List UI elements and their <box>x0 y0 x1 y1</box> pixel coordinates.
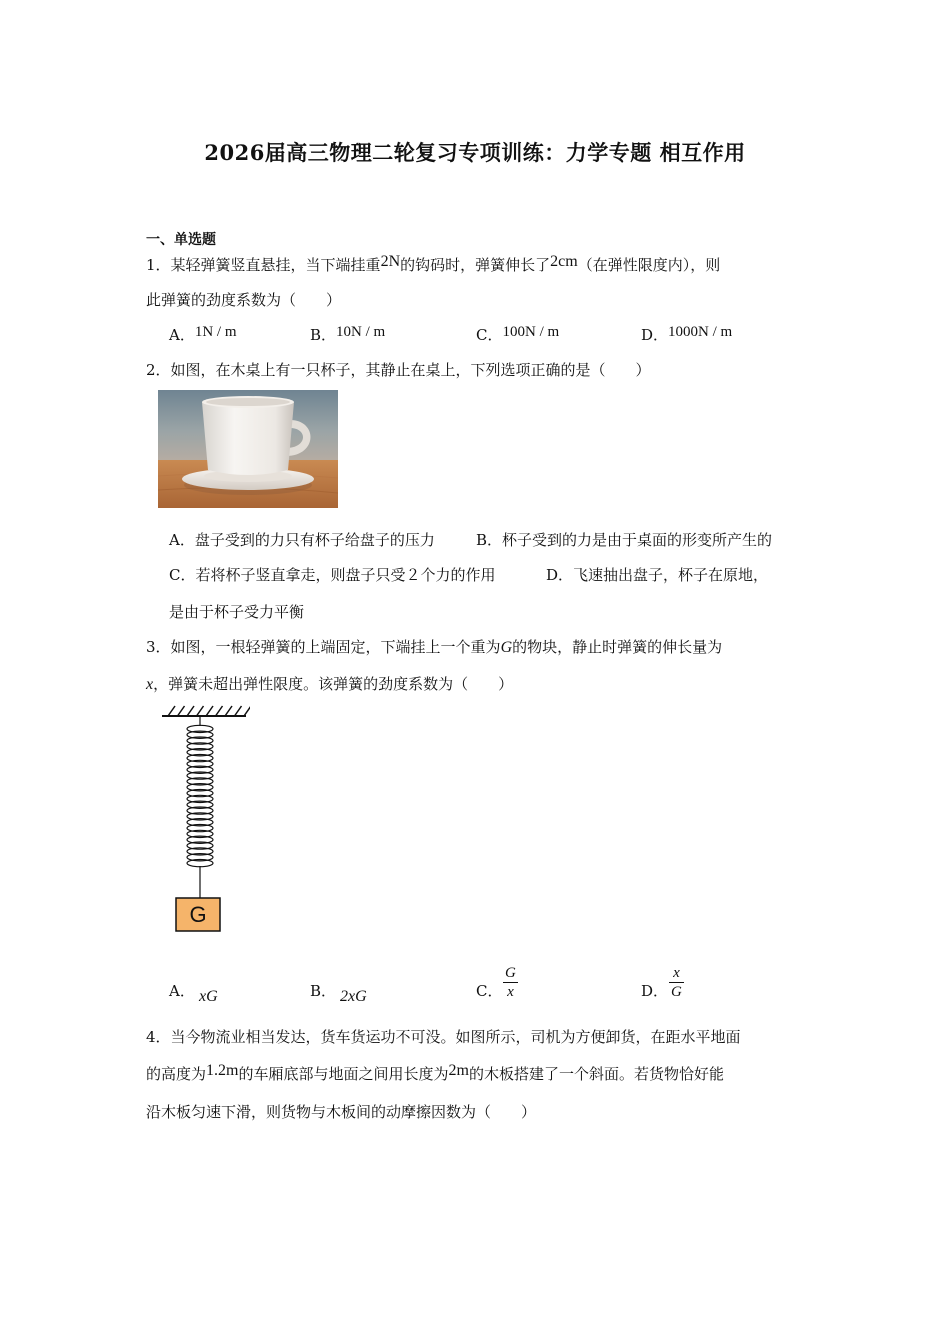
option-3c[interactable]: C． <box>476 982 503 1000</box>
option-3a-formula: xG <box>199 988 218 1005</box>
option-1b[interactable]: B．10N / m <box>310 324 386 344</box>
formula: 2cm <box>550 253 578 270</box>
section-heading: 一、单选题 <box>146 232 216 248</box>
formula: 1.2m <box>206 1062 239 1079</box>
question-3-stem-line1: 3．如图，一根轻弹簧的上端固定，下端挂上一个重为G的物块，静止时弹簧的伸长量为 <box>146 638 723 656</box>
question-number: 1． <box>146 256 171 274</box>
option-3a[interactable]: A． <box>169 982 195 1000</box>
question-3-stem-line2: x，弹簧未超出弹性限度。该弹簧的劲度系数为（ ） <box>146 675 514 693</box>
option-1a[interactable]: A．1N / m <box>169 324 237 344</box>
question-4-stem-line3: 沿木板匀速下滑，则货物与木板间的动摩擦因数为（ ） <box>146 1103 537 1121</box>
option-3b-formula: 2xG <box>340 988 367 1005</box>
formula: 2N <box>380 253 401 270</box>
question-number: 2． <box>146 361 171 379</box>
option-3d-fraction: $\frac{x}{G}$ <box>671 965 682 1000</box>
question-1-stem-line2: 此弹簧的劲度系数为（ ） <box>146 291 342 309</box>
option-1d[interactable]: D．1000N / m <box>641 324 733 344</box>
question-number: 3． <box>146 638 171 656</box>
option-2d[interactable]: D．飞速抽出盘子，杯子在原地， <box>546 566 769 584</box>
question-1-stem-line1: 1．某轻弹簧竖直悬挂，当下端挂重2N的钩码时，弹簧伸长了2cm（在弹性限度内），则 <box>146 253 721 274</box>
spring-coils <box>187 725 213 866</box>
option-3c-fraction: $\frac{G}{x}$ <box>505 965 516 1000</box>
page-title: 2026届高三物理二轮复习专项训练：力学专题 相互作用 <box>204 140 746 165</box>
question-4-stem-line2: 的高度为1.2m的车厢底部与地面之间用长度为2m的木板搭建了一个斜面。若货物恰好能 <box>146 1062 724 1083</box>
option-2d-continued: 是由于杯子受力平衡 <box>169 603 305 621</box>
option-3b[interactable]: B． <box>310 982 337 1000</box>
option-2a[interactable]: A．盘子受到的力只有杯子给盘子的压力 <box>169 531 435 549</box>
ceiling-hatch <box>168 706 250 716</box>
question-2-stem: 2．如图，在木桌上有一只杯子，其静止在桌上，下列选项正确的是（ ） <box>146 361 651 379</box>
weight-label: G <box>189 902 207 927</box>
question-4-stem-line1: 4．当今物流业相当发达，货车货运功不可没。如图所示，司机为方便卸货，在距水平地面 <box>146 1028 741 1046</box>
option-3d[interactable]: D． <box>641 982 669 1000</box>
question-number: 4． <box>146 1028 171 1046</box>
cup-on-saucer-photo <box>158 390 338 508</box>
spring-diagram <box>158 700 250 936</box>
option-2c[interactable]: C．若将杯子竖直拿走，则盘子只受２个力的作用 <box>169 566 496 584</box>
formula: 2m <box>448 1062 469 1079</box>
option-1c[interactable]: C．100N / m <box>476 324 560 344</box>
option-2b[interactable]: B．杯子受到的力是由于桌面的形变所产生的 <box>476 531 773 549</box>
